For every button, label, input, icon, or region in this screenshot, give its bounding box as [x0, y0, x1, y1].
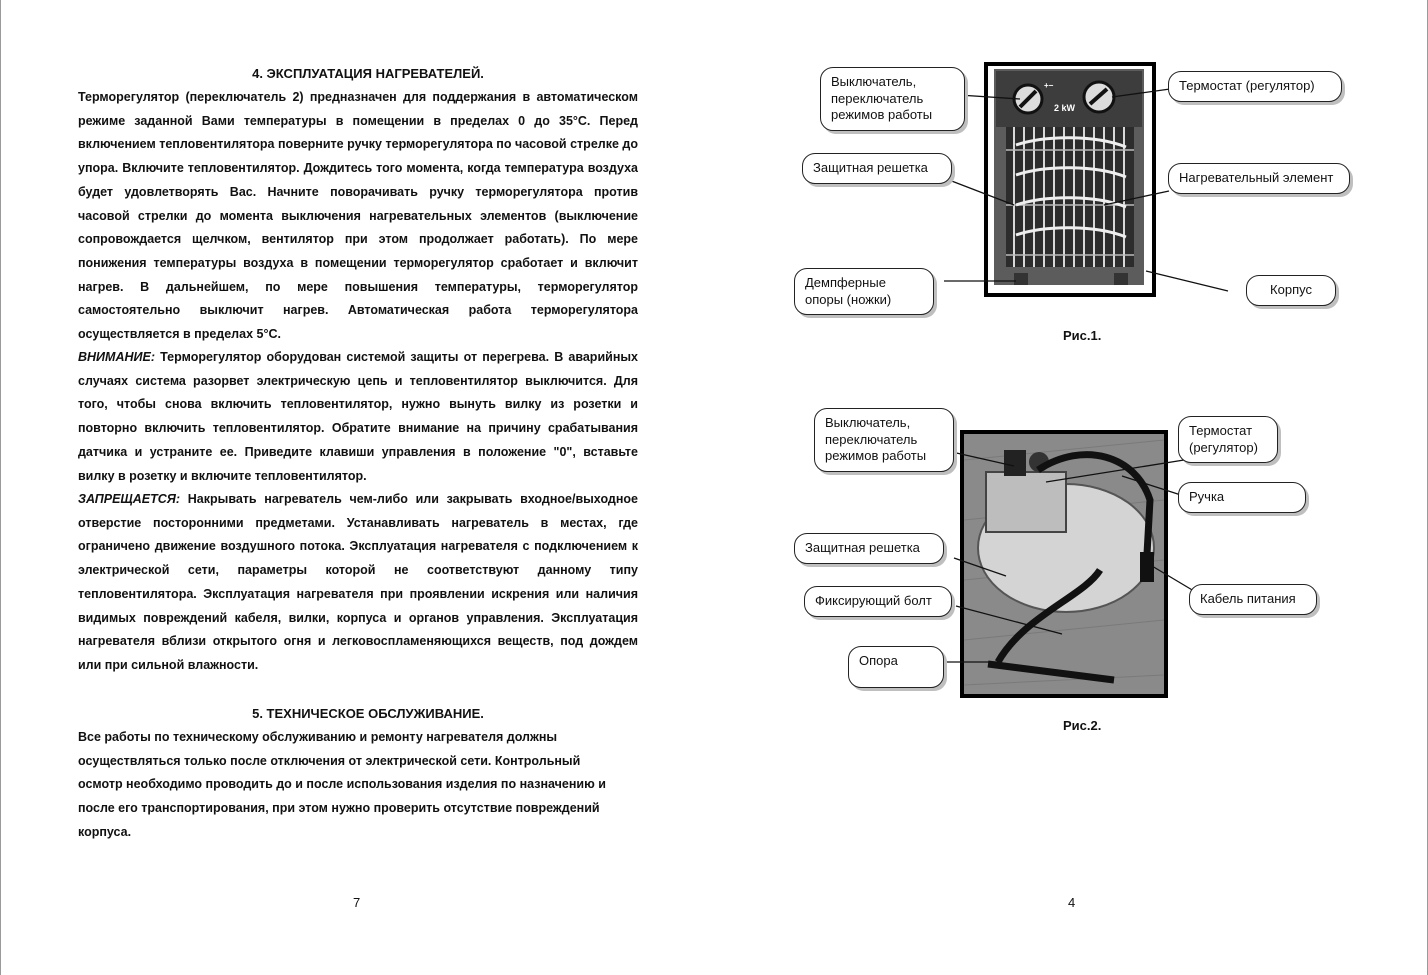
- forbidden-lead: ЗАПРЕЩАЕТСЯ:: [78, 492, 181, 506]
- heater-power-label: 2 kW: [1054, 103, 1076, 113]
- section-4-paragraph-warning: [78, 346, 638, 488]
- figure-2-caption: Рис.2.: [1063, 718, 1102, 733]
- heater-control-marks: +−: [1044, 81, 1054, 90]
- heater-foot-left: [1014, 273, 1028, 285]
- heater2-power-cable: [1140, 552, 1154, 582]
- page-number-left: 7: [353, 895, 361, 910]
- fig1-callout-housing: Корпус: [1246, 275, 1336, 306]
- fig2-callout-handle: Ручка: [1178, 482, 1306, 513]
- fig2-callout-fixing-bolt: Фиксирующий болт: [804, 586, 952, 617]
- fig1-callout-damper-feet: Демпферные опоры (ножки): [794, 268, 934, 315]
- fig2-callout-power-cable: Кабель питания: [1189, 584, 1317, 615]
- fig1-callout-switch: Выключатель, переключатель режимов работы: [820, 67, 965, 131]
- warning-text: Терморегулятор оборудован системой защиты от перегрева. В аварийных случаях система разорвет электрическую цепь и тепловентилятор выключится. Для того, чтобы снова включить тепловентилятор, нужно вынуть вилку из розетки и повторно включить тепловентилятор. Обратите внимание на причину срабатывания датчика и устраните ее. Приведите клавиши управления в положение "0", вставьте вилку в розетку и включите тепловентилятор.: [78, 350, 638, 483]
- page-number-right: 4: [1068, 895, 1076, 910]
- heater2-switch: [1004, 450, 1026, 476]
- fig1-callout-heating-element: Нагревательный элемент: [1168, 163, 1350, 194]
- fig2-callout-thermostat: Термостат (регулятор): [1178, 416, 1278, 463]
- fig1-callout-thermostat: Термостат (регулятор): [1168, 71, 1342, 102]
- section-4-paragraph-thermostat: Терморегулятор (переключатель 2) предназначен для поддержания в автоматическом режиме заданной Вами температуры в помещении в пределах 0 до 35°С. Перед включением тепловентилятора поверните ручку терморегулятора по часовой стрелке до упора. Включите тепловентилятор. Дождитесь того момента, когда температура воздуха будет удовлетворять Вас. Начните поворачивать ручку терморегулятора против часовой стрелки до момента выключения нагревательных элементов (выключение сопровождается щелчком, вентилятор при этом продолжает работать). По мере понижения температуры воздуха в помещении терморегулятор сработает и включит нагрев. В дальнейшем, по мере повышения температуры, терморегулятор самостоятельно выключит нагрев. Автоматическая работа терморегулятора осуществляется в пределах 5°С.: [78, 90, 638, 342]
- figure-2: [784, 400, 1384, 710]
- fig2-callout-switch: Выключатель, переключатель режимов работы: [814, 408, 954, 472]
- warning-lead: ВНИМАНИЕ:: [78, 350, 156, 364]
- section-5-title: 5. ТЕХНИЧЕСКОЕ ОБСЛУЖИВАНИЕ.: [252, 706, 484, 721]
- right-page: [714, 0, 1428, 975]
- section-4-title: 4. ЭКСПЛУАТАЦИЯ НАГРЕВАТЕЛЕЙ.: [252, 66, 484, 81]
- figure-1: [784, 55, 1384, 355]
- forbidden-text: Накрывать нагреватель чем-либо или закрывать входное/выходное отверстие посторонними предметами. Устанавливать нагреватель в местах, где ограничено движение воздушного потока. Эксплуатация нагревателя с подключением к электрической сети, параметры которой не соответствуют данному типу тепловентилятора. Эксплуатация нагревателя при проявлении искрения или наличия видимых повреждений кабеля, вилки, корпуса и органов управления. Эксплуатация нагревателя вблизи открытого огня и легковоспламеняющихся веществ, под дождем или при сильной влажности.: [78, 492, 638, 672]
- heater-foot-right: [1114, 273, 1128, 285]
- fig1-callout-grille: Защитная решетка: [802, 153, 952, 184]
- section-4-paragraph-forbidden: [78, 488, 638, 678]
- fig2-callout-support: Опора: [848, 646, 944, 688]
- fig2-callout-grille: Защитная решетка: [794, 533, 944, 564]
- section-5-paragraph: Все работы по техническому обслуживанию и ремонту нагревателя должны осуществляться только после отключения от электрической сети. Контрольный осмотр необходимо проводить до и после использования изделия по назначению и после его транспортирования, при этом нужно проверить отсутствие повреждений корпуса.: [78, 730, 606, 839]
- figure-1-caption: Рис.1.: [1063, 328, 1102, 343]
